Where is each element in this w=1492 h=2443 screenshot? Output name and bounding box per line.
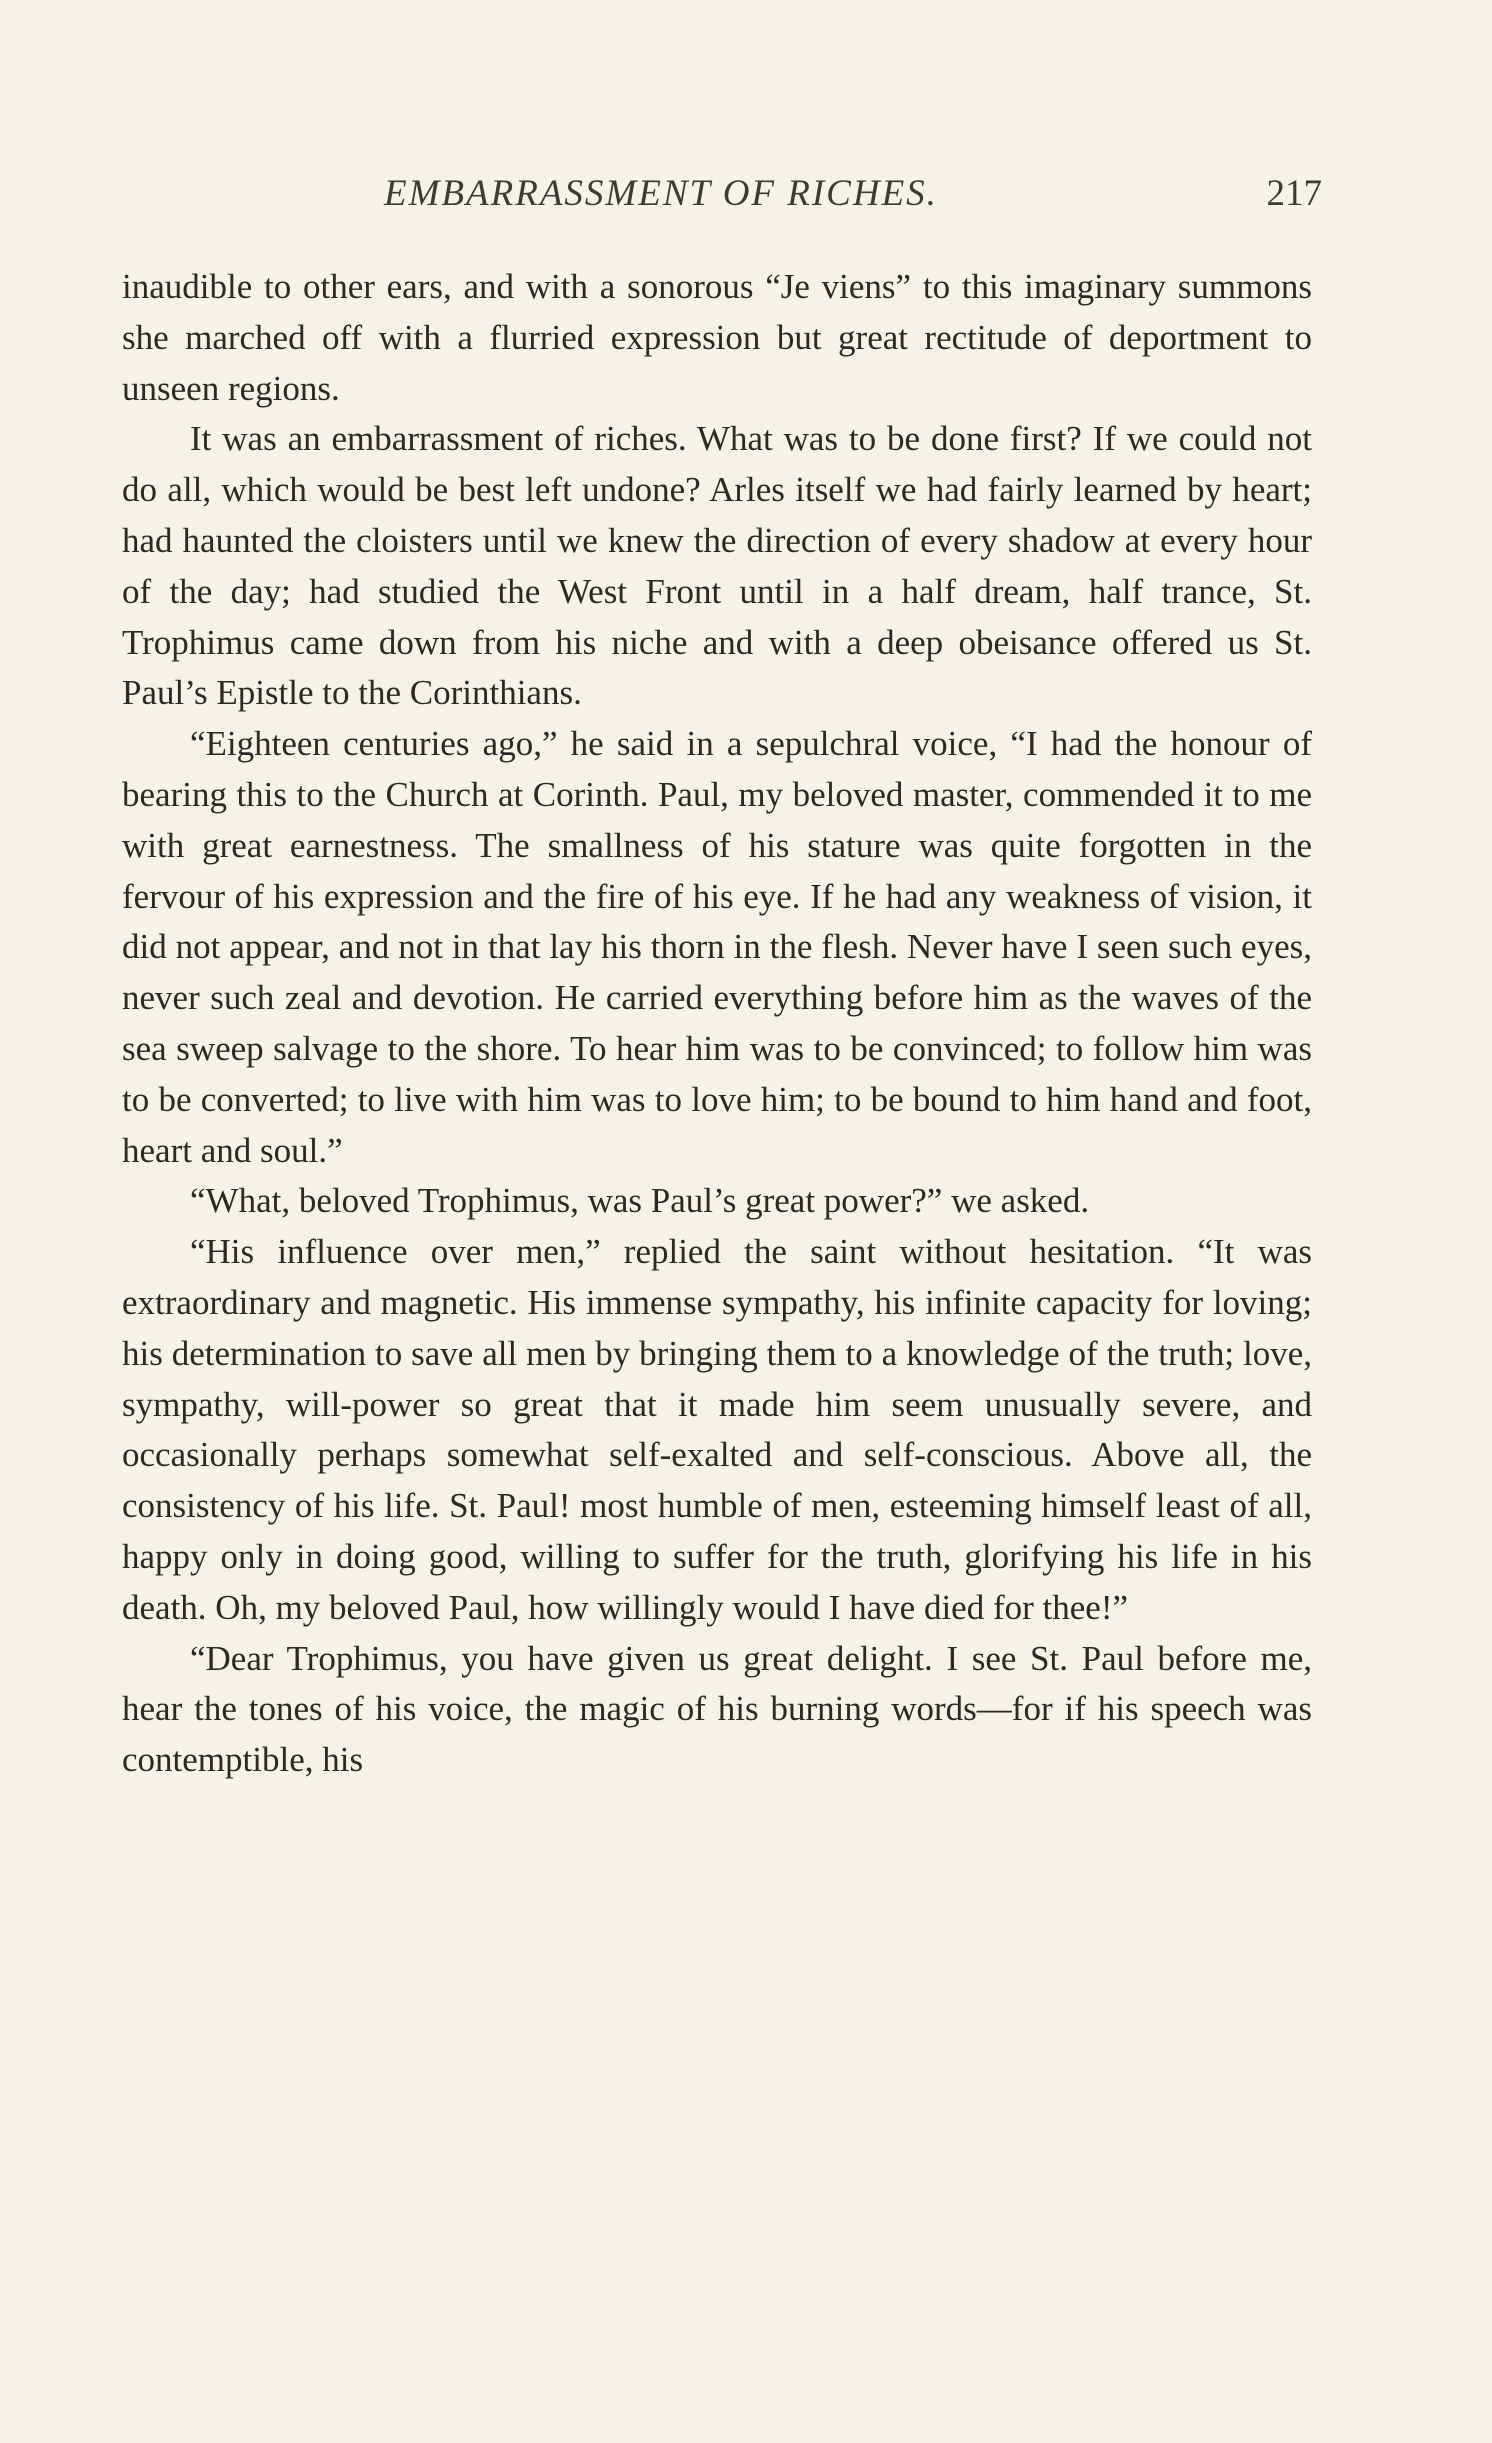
paragraph-dear-trophimus: “Dear Trophimus, you have given us great delight. I see St. Paul before me, hear the tones of his voice, the magic of his burning words—for if his speech was contemptible, his [122, 1638, 1312, 1780]
paragraph-eighteen-centuries: “Eighteen centuries ago,” he said in a sepulchral voice, “I had the honour of bearing this to the Church at Corinth. Paul, my beloved master, commended it to me with great earnestness. The smallness of his stature was quite forgotten in the fervour of his expression and the fire of his eye. If he had any weakness of vision, it did not appear, and not in that lay his thorn in the flesh. Never have I seen such eyes, never such zeal and devotion. He carried everything before him as the waves of the sea sweep salvage to the shore. To hear him was to be convinced; to follow him was to be converted; to live with him was to love him; to be bound to him hand and foot, heart and soul.” [122, 724, 1312, 1170]
page-number: 217 [1266, 173, 1322, 214]
running-header [122, 172, 1322, 222]
paragraph-continuation: inaudible to other ears, and with a sonorous “Je viens” to this imaginary summons she marched off with a flurried expression but great rectitude of deportment to unseen regions. [122, 267, 1312, 408]
paragraph-question: “What, beloved Trophimus, was Paul’s great power?” we asked. [190, 1181, 1090, 1221]
running-title: EMBARRASSMENT OF RICHES. [384, 173, 938, 214]
body-text [122, 262, 1312, 1786]
paragraph-influence: “His influence over men,” replied the saint without hesitation. “It was extraordinary and magnetic. His immense sympathy, his infinite capacity for loving; his determination to save all men by bringing them to a knowledge of the truth; love, sympathy, will-power so great that it made him seem unusually severe, and occasionally perhaps somewhat self-exalted and self-conscious. Above all, the consistency of his life. St. Paul! most humble of men, esteeming himself least of all, happy only in doing good, willing to suffer for the truth, glorifying his life in his death. Oh, my beloved Paul, how willingly would I have died for thee!” [122, 1232, 1312, 1627]
paragraph-embarrassment: It was an embarrassment of riches. What was to be done first? If we could not do all, which would be best left undone? Arles itself we had fairly learned by heart; had haunted the cloisters until we knew the direction of every shadow at every hour of the day; had studied the West Front until in a half dream, half trance, St. Trophimus came down from his niche and with a deep obeisance offered us St. Paul’s Epistle to the Corinthians. [122, 419, 1312, 713]
